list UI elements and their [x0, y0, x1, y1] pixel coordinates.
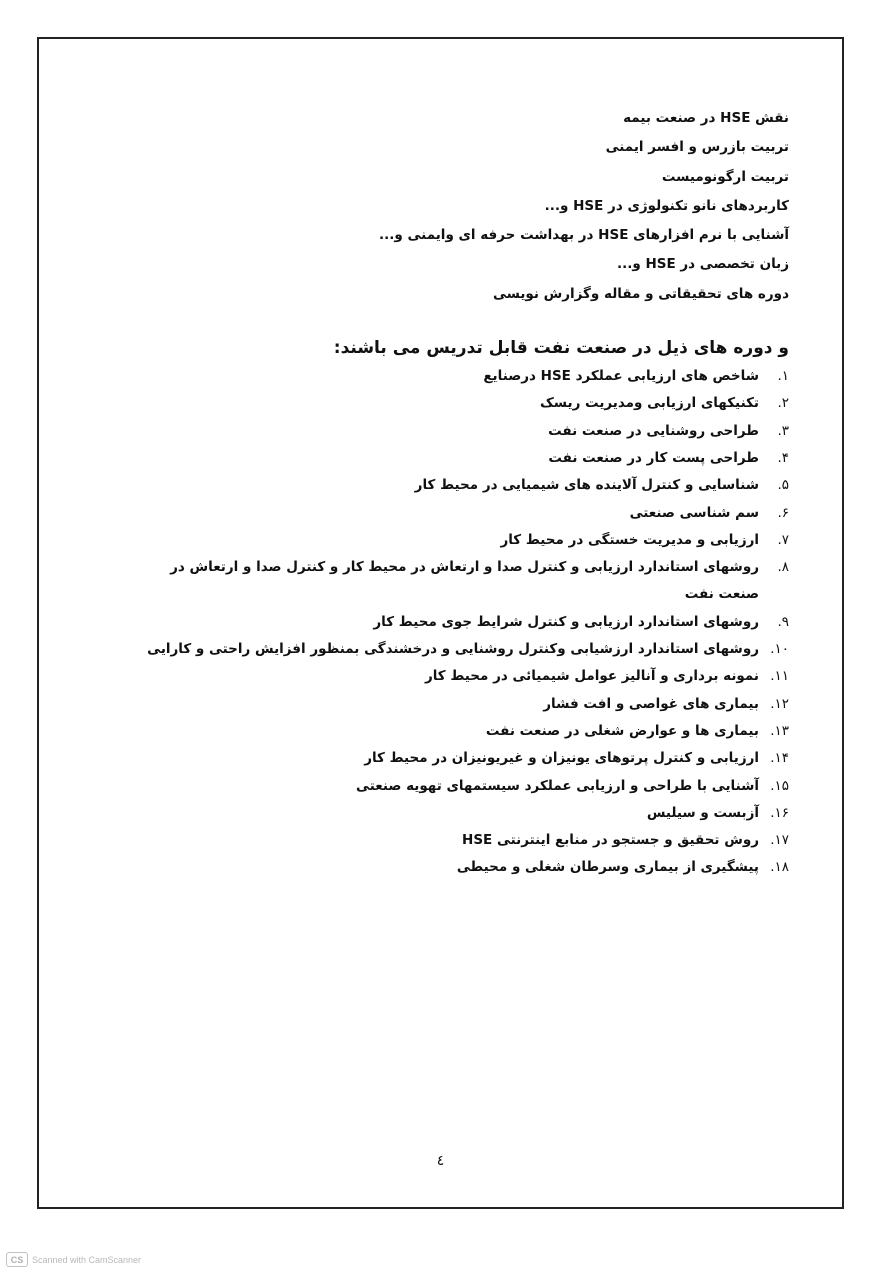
item-number: ۱۸.	[770, 859, 789, 876]
list-item	[129, 418, 789, 445]
document-body	[129, 104, 789, 882]
item-number: ۸.	[777, 559, 789, 576]
list-item	[129, 854, 789, 881]
courses-list	[129, 363, 789, 882]
intro-item: دوره های تحقیقاتی و مقاله وگزارش نویسی	[492, 285, 789, 302]
item-number: ۷.	[777, 531, 789, 548]
list-item	[129, 472, 789, 499]
courses-heading: و دوره های ذیل در صنعت نفت قابل تدریس می باشند:	[333, 338, 789, 359]
camscanner-logo-icon: CS	[6, 1252, 28, 1267]
list-item	[129, 363, 789, 390]
item-number: ۲.	[777, 395, 789, 412]
item-text: تکنیکهای ارزیابی ومدیریت ریسک	[539, 395, 759, 412]
intro-item: زبان تخصصی در HSE و...	[616, 256, 789, 273]
list-item	[129, 800, 789, 827]
item-number: ۱۰.	[770, 641, 789, 658]
intro-item: تربیت ارگونومیست	[661, 168, 789, 185]
item-number: ۳.	[777, 422, 789, 439]
intro-list	[129, 104, 789, 309]
list-item	[129, 554, 789, 609]
intro-item: نقش HSE در صنعت بیمه	[623, 110, 789, 126]
item-number: ۴.	[777, 449, 789, 466]
item-number: ۱۴.	[770, 750, 789, 767]
item-number: ۱۲.	[770, 695, 789, 712]
list-item	[129, 691, 789, 718]
item-text: ارزیابی و مدیریت خستگی در محیط کار	[500, 531, 759, 548]
list-item	[129, 527, 789, 554]
item-text: سم شناسی صنعتی	[629, 504, 759, 521]
watermark-text: Scanned with CamScanner	[32, 1254, 142, 1265]
item-text: پیشگیری از بیماری وسرطان شغلی و محیطی	[456, 859, 759, 876]
item-text: نمونه برداری و آنالیز عوامل شیمیائی در محیط کار	[424, 668, 759, 685]
item-number: ۱۶.	[770, 804, 789, 821]
list-item	[129, 718, 789, 745]
list-item	[129, 500, 789, 527]
intro-item: کاربردهای نانو تکنولوژی در HSE و...	[544, 197, 789, 214]
item-text: روشهای استاندارد ارزیابی و کنترل شرایط جوی محیط کار	[373, 613, 759, 630]
scanner-watermark	[6, 1252, 141, 1267]
item-number: ۵.	[777, 477, 789, 494]
item-text: بیماری ها و عوارض شغلی در صنعت نفت	[485, 722, 759, 739]
page-number: ٤	[436, 1153, 445, 1169]
list-item	[129, 636, 789, 663]
item-text: آشنایی با طراحی و ارزیابی عملکرد سیستمهای تهویه صنعتی	[356, 777, 759, 794]
list-item	[129, 745, 789, 772]
list-item	[129, 609, 789, 636]
list-item	[129, 827, 789, 854]
item-number: ۱۵.	[770, 777, 789, 794]
list-item	[129, 773, 789, 800]
item-text: طراحی روشنایی در صنعت نفت	[548, 422, 759, 439]
item-text: روشهای استاندارد ارزیابی و کنترل صدا و ارتعاش در محیط کار و کنترل صدا و ارتعاش در صنعت نفت	[170, 559, 759, 603]
list-item	[129, 663, 789, 690]
item-text: روش تحقیق و جستجو در منابع اینترنتی HSE	[462, 832, 759, 849]
item-text: آزبست و سیلیس	[646, 804, 759, 821]
intro-item: آشنایی با نرم افزارهای HSE در بهداشت حرفه ای وایمنی و...	[379, 227, 789, 244]
item-number: ۱۱.	[770, 668, 789, 685]
item-text: ارزیابی و کنترل پرتوهای یونیزان و غیریونیزان در محیط کار	[364, 750, 759, 767]
intro-item: تربیت بازرس و افسر ایمنی	[605, 139, 789, 156]
item-number: ۹.	[777, 613, 789, 630]
item-text: بیماری های غواصی و افت فشار	[543, 695, 759, 712]
item-text: شناسایی و کنترل آلاینده های شیمیایی در محیط کار	[414, 477, 759, 494]
item-number: ۶.	[777, 504, 789, 521]
item-number: ۱۷.	[770, 832, 789, 849]
list-item	[129, 445, 789, 472]
item-text: طراحی پست کار در صنعت نفت	[548, 449, 759, 466]
item-text: روشهای استاندارد ارزشیابی وکنترل روشنایی و درخشندگی بمنظور افزایش راحتی و کارایی	[147, 641, 759, 658]
item-number: ۱.	[777, 368, 789, 385]
item-text: شاخص های ارزیابی عملکرد HSE درصنایع	[483, 368, 759, 385]
list-item	[129, 390, 789, 417]
item-number: ۱۳.	[770, 722, 789, 739]
